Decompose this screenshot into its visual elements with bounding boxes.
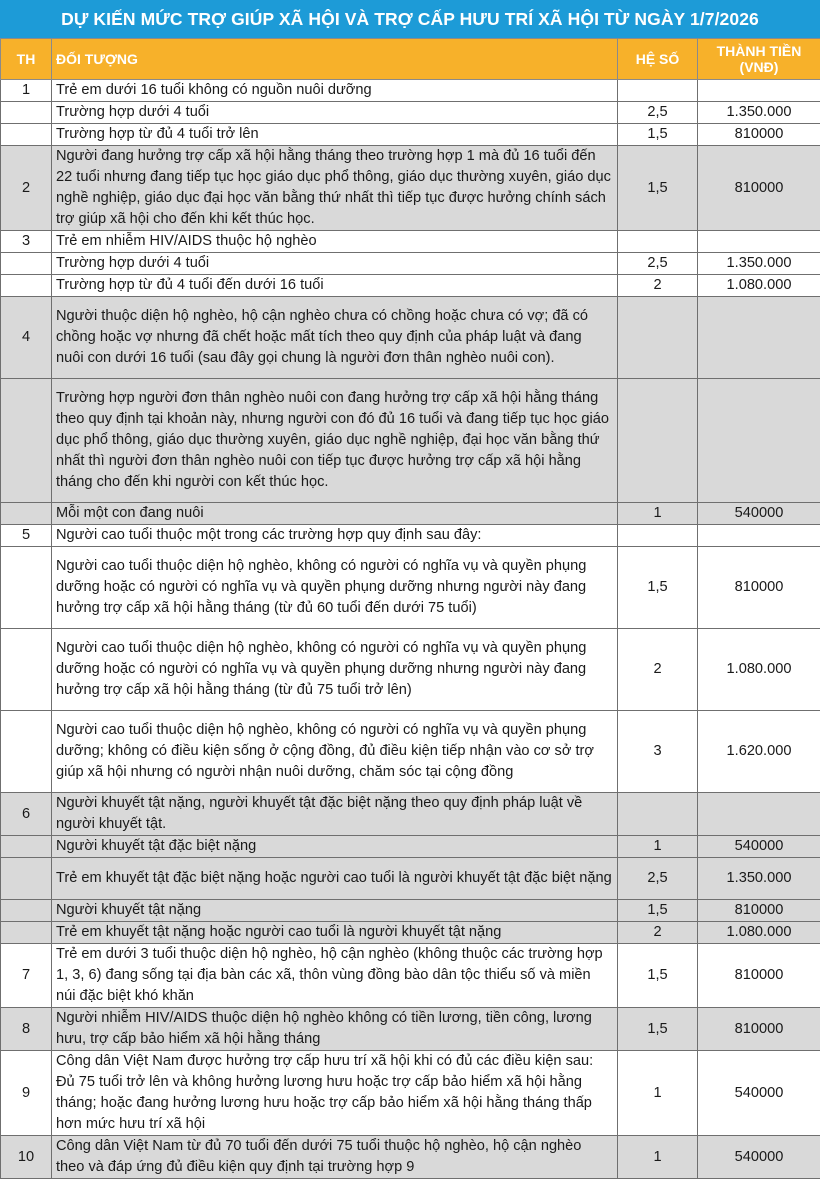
amount-cell [698, 793, 820, 836]
table-row [1, 1008, 820, 1051]
subject-cell: Trường hợp dưới 4 tuổi [52, 253, 618, 275]
coefficient-cell: 2 [618, 922, 698, 944]
table-row [1, 836, 820, 858]
subject-cell: Trẻ em khuyết tật nặng hoặc người cao tuổi là người khuyết tật nặng [52, 922, 618, 944]
subject-cell: Công dân Việt Nam từ đủ 70 tuổi đến dưới 75 tuổi thuộc hộ nghèo, hộ cận nghèo theo và đáp ứng đủ điều kiện quy định tại trường hợp 9 [52, 1136, 618, 1179]
row-number [1, 836, 52, 858]
amount-cell: 1.080.000 [698, 629, 820, 711]
page-title: DỰ KIẾN MỨC TRỢ GIÚP XÃ HỘI VÀ TRỢ CẤP HƯU TRÍ XÃ HỘI TỪ NGÀY 1/7/2026 [0, 0, 820, 38]
row-number [1, 379, 52, 503]
amount-cell: 1.350.000 [698, 858, 820, 900]
table-row [1, 146, 820, 231]
amount-cell: 540000 [698, 836, 820, 858]
coefficient-cell: 2,5 [618, 858, 698, 900]
row-number: 2 [1, 146, 52, 231]
subject-cell: Trường hợp người đơn thân nghèo nuôi con đang hưởng trợ cấp xã hội hằng tháng theo quy định tại khoản này, nhưng người con đó đủ 16 tuổi và đang tiếp tục học giáo dục phổ thông, giáo dục thường xuyên, giáo dục nghề nghiệp, đại học văn bằng thứ nhất thì người đơn thân nghèo nuôi con tiếp tục được hưởng trợ cấp xã hội hằng tháng cho đến khi người con kết thúc học. [52, 379, 618, 503]
subject-cell: Công dân Việt Nam được hưởng trợ cấp hưu trí xã hội khi có đủ các điều kiện sau: Đủ 75 tuổi trở lên và không hưởng lương hưu hoặc trợ cấp bảo hiểm xã hội hằng tháng; hoặc đang hưởng lương hưu hoặc trợ cấp bảo hiểm xã hội hằng tháng thấp hơn mức hưu trí xã hội [52, 1051, 618, 1136]
subject-cell: Người cao tuổi thuộc diện hộ nghèo, không có người có nghĩa vụ và quyền phụng dưỡng hoặc có người có nghĩa vụ và quyền phụng dưỡng nhưng người này đang hưởng trợ cấp xã hội hằng tháng (từ đủ 75 tuổi trở lên) [52, 629, 618, 711]
coefficient-cell: 1,5 [618, 547, 698, 629]
coefficient-cell [618, 793, 698, 836]
coefficient-cell: 1 [618, 1051, 698, 1136]
subject-cell: Người thuộc diện hộ nghèo, hộ cận nghèo chưa có chồng hoặc chưa có vợ; đã có chồng hoặc vợ nhưng đã chết hoặc mất tích theo quy định của pháp luật và đang nuôi con dưới 16 tuổi (sau đây gọi chung là người đơn thân nghèo nuôi con). [52, 297, 618, 379]
table-row [1, 922, 820, 944]
header-row [1, 39, 820, 80]
table-row [1, 379, 820, 503]
row-number: 5 [1, 525, 52, 547]
subject-cell: Trẻ em nhiễm HIV/AIDS thuộc hộ nghèo [52, 231, 618, 253]
coefficient-cell: 3 [618, 711, 698, 793]
amount-cell [698, 231, 820, 253]
subject-cell: Người nhiễm HIV/AIDS thuộc diện hộ nghèo không có tiền lương, tiền công, lương hưu, trợ cấp bảo hiểm xã hội hằng tháng [52, 1008, 618, 1051]
row-number [1, 629, 52, 711]
table-row [1, 1136, 820, 1179]
row-number: 9 [1, 1051, 52, 1136]
amount-cell: 1.080.000 [698, 922, 820, 944]
row-number: 10 [1, 1136, 52, 1179]
header-th: TH [1, 39, 52, 80]
amount-cell [698, 80, 820, 102]
table-row [1, 1051, 820, 1136]
amount-cell: 1.350.000 [698, 253, 820, 275]
header-coefficient: HỆ SỐ [618, 39, 698, 80]
row-number: 6 [1, 793, 52, 836]
header-amount: THÀNH TIỀN (VNĐ) [698, 39, 820, 80]
table-row [1, 944, 820, 1008]
row-number: 7 [1, 944, 52, 1008]
benefit-table [0, 38, 820, 1179]
table-row [1, 80, 820, 102]
row-number [1, 503, 52, 525]
row-number [1, 711, 52, 793]
coefficient-cell [618, 231, 698, 253]
coefficient-cell: 1,5 [618, 1008, 698, 1051]
coefficient-cell: 1 [618, 836, 698, 858]
row-number [1, 275, 52, 297]
coefficient-cell: 1 [618, 1136, 698, 1179]
subject-cell: Người khuyết tật nặng [52, 900, 618, 922]
row-number: 4 [1, 297, 52, 379]
amount-cell [698, 297, 820, 379]
amount-cell: 810000 [698, 1008, 820, 1051]
row-number [1, 253, 52, 275]
table-row [1, 231, 820, 253]
amount-cell [698, 379, 820, 503]
row-number [1, 900, 52, 922]
subject-cell: Người cao tuổi thuộc diện hộ nghèo, không có người có nghĩa vụ và quyền phụng dưỡng; không có điều kiện sống ở cộng đồng, đủ điều kiện tiếp nhận vào cơ sở trợ giúp xã hội nhưng có người nhận nuôi dưỡng, chăm sóc tại cộng đồng [52, 711, 618, 793]
coefficient-cell: 1,5 [618, 900, 698, 922]
coefficient-cell: 2 [618, 629, 698, 711]
table-row [1, 297, 820, 379]
amount-cell [698, 525, 820, 547]
row-number [1, 922, 52, 944]
coefficient-cell: 1,5 [618, 944, 698, 1008]
header-subject: ĐỐI TƯỢNG [52, 39, 618, 80]
table-row [1, 858, 820, 900]
amount-cell: 810000 [698, 124, 820, 146]
table-row [1, 629, 820, 711]
subject-cell: Mỗi một con đang nuôi [52, 503, 618, 525]
table-row [1, 793, 820, 836]
amount-cell: 540000 [698, 1136, 820, 1179]
table-row [1, 124, 820, 146]
amount-cell: 540000 [698, 1051, 820, 1136]
coefficient-cell: 1,5 [618, 146, 698, 231]
subject-cell: Trường hợp từ đủ 4 tuổi trở lên [52, 124, 618, 146]
table-row [1, 253, 820, 275]
table-row [1, 275, 820, 297]
coefficient-cell: 1,5 [618, 124, 698, 146]
subject-cell: Trẻ em dưới 3 tuổi thuộc diện hộ nghèo, hộ cận nghèo (không thuộc các trường hợp 1, 3, 6) đang sống tại địa bàn các xã, thôn vùng đồng bào dân tộc thiểu số và miền núi đặc biệt khó khăn [52, 944, 618, 1008]
amount-cell: 810000 [698, 146, 820, 231]
coefficient-cell: 1 [618, 503, 698, 525]
coefficient-cell: 2,5 [618, 253, 698, 275]
row-number [1, 547, 52, 629]
subject-cell: Người khuyết tật đặc biệt nặng [52, 836, 618, 858]
coefficient-cell [618, 297, 698, 379]
coefficient-cell [618, 379, 698, 503]
subject-cell: Trường hợp từ đủ 4 tuổi đến dưới 16 tuổi [52, 275, 618, 297]
coefficient-cell [618, 525, 698, 547]
table-row [1, 525, 820, 547]
subject-cell: Người đang hưởng trợ cấp xã hội hằng tháng theo trường hợp 1 mà đủ 16 tuổi đến 22 tuổi nhưng đang tiếp tục học giáo dục phổ thông, giáo dục thường xuyên, giáo dục nghề nghiệp, giáo dục đại học văn bằng thứ nhất thì tiếp tục được hưởng chính sách trợ giúp xã hội cho đến khi kết thúc học. [52, 146, 618, 231]
coefficient-cell: 2 [618, 275, 698, 297]
subject-cell: Trẻ em dưới 16 tuổi không có nguồn nuôi dưỡng [52, 80, 618, 102]
amount-cell: 810000 [698, 547, 820, 629]
amount-cell: 1.080.000 [698, 275, 820, 297]
row-number [1, 858, 52, 900]
row-number: 3 [1, 231, 52, 253]
table-row [1, 102, 820, 124]
subject-cell: Trường hợp dưới 4 tuổi [52, 102, 618, 124]
coefficient-cell [618, 80, 698, 102]
amount-cell: 1.620.000 [698, 711, 820, 793]
subject-cell: Trẻ em khuyết tật đặc biệt nặng hoặc người cao tuổi là người khuyết tật đặc biệt nặng [52, 858, 618, 900]
table-row [1, 900, 820, 922]
table-row [1, 503, 820, 525]
coefficient-cell: 2,5 [618, 102, 698, 124]
subject-cell: Người cao tuổi thuộc một trong các trường hợp quy định sau đây: [52, 525, 618, 547]
table-row [1, 711, 820, 793]
table-row [1, 547, 820, 629]
row-number [1, 102, 52, 124]
subject-cell: Người khuyết tật nặng, người khuyết tật đặc biệt nặng theo quy định pháp luật về người khuyết tật. [52, 793, 618, 836]
amount-cell: 540000 [698, 503, 820, 525]
subject-cell: Người cao tuổi thuộc diện hộ nghèo, không có người có nghĩa vụ và quyền phụng dưỡng hoặc có người có nghĩa vụ và quyền phụng dưỡng nhưng người này đang hưởng trợ cấp xã hội hằng tháng (từ đủ 60 tuổi đến dưới 75 tuổi) [52, 547, 618, 629]
amount-cell: 810000 [698, 900, 820, 922]
amount-cell: 810000 [698, 944, 820, 1008]
row-number [1, 124, 52, 146]
amount-cell: 1.350.000 [698, 102, 820, 124]
row-number: 1 [1, 80, 52, 102]
row-number: 8 [1, 1008, 52, 1051]
